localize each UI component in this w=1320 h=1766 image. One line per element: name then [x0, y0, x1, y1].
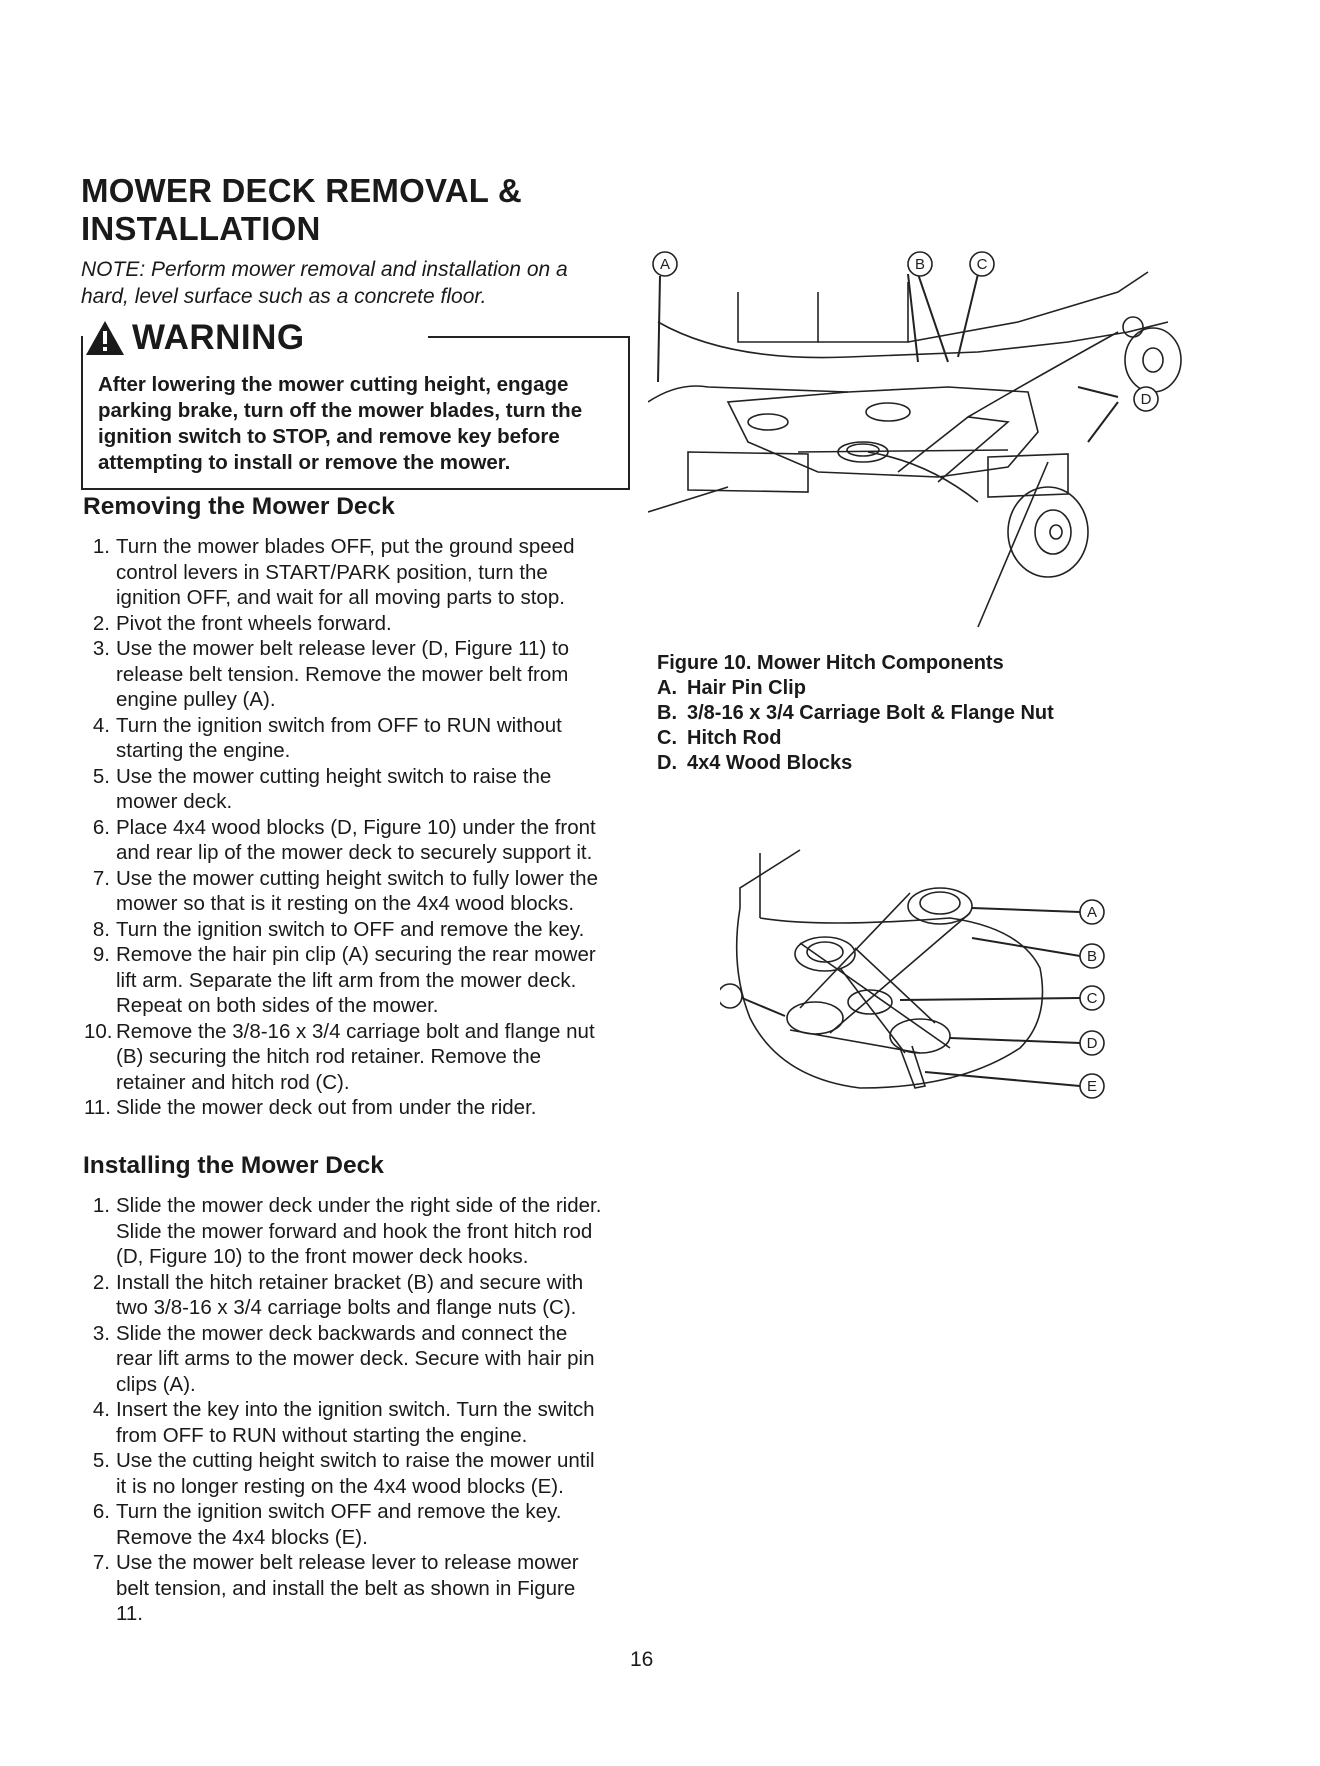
step-item — [84, 764, 629, 815]
step-item — [84, 1550, 629, 1627]
caption-item-label: B. — [657, 702, 677, 724]
step-text — [116, 917, 629, 943]
caption-item-text: Hitch Rod — [687, 727, 782, 749]
caption-item-label: A. — [657, 677, 677, 699]
step-item — [84, 917, 629, 943]
step-text-line: Remove the 4x4 blocks (E). — [116, 1525, 368, 1549]
note — [81, 256, 611, 310]
warning-line-1: After lowering the mower cutting height, engage — [98, 373, 569, 396]
callout-a-label: A — [659, 256, 671, 273]
step-text-line: Use the cutting height switch to raise the mower until — [116, 1449, 595, 1472]
step-text — [116, 866, 629, 917]
step-text-line: from OFF to RUN without starting the engine. — [116, 1423, 528, 1447]
step-text-line: Insert the key into the ignition switch. Turn the switch — [116, 1398, 595, 1421]
step-text — [116, 1095, 629, 1121]
step-text — [116, 1550, 629, 1627]
step-number: 5. — [92, 1449, 110, 1472]
warning-text — [98, 372, 618, 476]
step-item — [84, 611, 629, 637]
step-text — [116, 1019, 629, 1096]
step-number: 5. — [92, 764, 110, 788]
step-text — [116, 636, 629, 713]
step-item — [84, 1270, 629, 1321]
step-number: 7. — [92, 1551, 110, 1574]
step-text — [116, 1397, 629, 1448]
step-text-line: Use the mower cutting height switch to raise the — [116, 764, 552, 788]
step-text-line: Remove the 3/8-16 x 3/4 carriage bolt and flange nut — [116, 1019, 595, 1043]
step-text-line: Slide the mower deck under the right side of the rider. — [116, 1194, 602, 1217]
step-text — [116, 1448, 629, 1499]
step-text-line: and rear lip of the mower deck to securely support it. — [116, 841, 593, 864]
step-text-line: (D, Figure 10) to the front mower deck hooks. — [116, 1245, 529, 1268]
removing-heading: Removing the Mower Deck — [83, 493, 395, 520]
callout-c-label: C — [976, 256, 988, 273]
step-text-line: engine pulley (A). — [116, 688, 276, 711]
step-number: 7. — [92, 866, 110, 890]
step-text-line: rear lift arms to the mower deck. Secure with hair pin — [116, 1347, 595, 1370]
step-text — [116, 764, 629, 815]
step-number: 10. — [84, 1019, 113, 1043]
step-text-line: control levers in START/PARK position, turn the — [116, 560, 548, 584]
step-text-line: mower so that is it resting on the 4x4 wood blocks. — [116, 892, 575, 915]
step-text-line: retainer and hitch rod (C). — [116, 1070, 350, 1094]
caption-item-text: 3/8-16 x 3/4 Carriage Bolt & Flange Nut — [687, 702, 1054, 724]
step-text — [116, 1321, 629, 1398]
step-number: 6. — [92, 1500, 110, 1523]
caption-item — [657, 701, 1217, 726]
step-number: 4. — [92, 1398, 110, 1421]
step-text — [116, 611, 629, 637]
step-text-line: Use the mower belt release lever to release mower — [116, 1551, 579, 1574]
step-item — [84, 815, 629, 866]
step-item — [84, 866, 629, 917]
step-number: 2. — [92, 1270, 110, 1294]
step-text — [116, 534, 629, 611]
step-number: 3. — [92, 1321, 110, 1345]
step-text — [116, 942, 629, 1019]
step-number: 6. — [92, 815, 110, 839]
step-item — [84, 1193, 629, 1270]
step-text-line: Turn the mower blades OFF, put the ground speed — [116, 535, 575, 558]
step-number: 8. — [92, 917, 110, 941]
warning-rule — [428, 336, 628, 338]
step-text — [116, 1499, 629, 1550]
step-number: 2. — [92, 611, 110, 635]
removing-steps — [84, 534, 629, 1121]
step-item — [84, 636, 629, 713]
step-text-line: (B) securing the hitch rod retainer. Remove the — [116, 1045, 542, 1068]
step-text-line: Use the mower belt release lever (D, Figure 11) to — [116, 637, 570, 660]
step-number: 3. — [92, 637, 110, 660]
step-text-line: Slide the mower deck backwards and connect the — [116, 1321, 568, 1345]
step-number: 4. — [92, 713, 110, 737]
note-line-1: NOTE: Perform mower removal and installation on a — [81, 258, 568, 281]
step-text — [116, 815, 629, 866]
step-text-line: mower deck. — [116, 790, 233, 813]
step-text-line: starting the engine. — [116, 739, 291, 762]
step-number: 11. — [84, 1096, 111, 1119]
installing-steps — [84, 1193, 629, 1627]
step-text-line: it is no longer resting on the 4x4 wood blocks (E). — [116, 1474, 564, 1498]
step-item — [84, 1397, 629, 1448]
step-number: 1. — [92, 535, 110, 558]
step-text — [116, 713, 629, 764]
step-text-line: Remove the hair pin clip (A) securing the rear mower — [116, 943, 596, 966]
caption-item-label: C. — [657, 727, 677, 749]
warning-triangle-icon — [84, 319, 126, 357]
callout-a-label: A — [1086, 904, 1098, 921]
step-text-line: release belt tension. Remove the mower belt from — [116, 662, 569, 686]
step-item — [84, 1019, 629, 1096]
step-item — [84, 1499, 629, 1550]
figure-11-belt-diagram — [720, 848, 1160, 1138]
step-item — [84, 713, 629, 764]
step-text-line: Install the hitch retainer bracket (B) and secure with — [116, 1270, 584, 1294]
step-text-line: Place 4x4 wood blocks (D, Figure 10) under the front — [116, 815, 596, 839]
caption-item — [657, 726, 1217, 751]
callout-c-label: C — [1086, 990, 1098, 1007]
caption-item — [657, 751, 1217, 776]
step-text-line: Turn the ignition switch OFF and remove the key. — [116, 1500, 562, 1523]
page-number: 16 — [630, 1648, 654, 1671]
step-text-line: Repeat on both sides of the mower. — [116, 994, 439, 1017]
caption-item — [657, 676, 1217, 701]
step-text — [116, 1193, 629, 1270]
step-text-line: Use the mower cutting height switch to fully lower the — [116, 866, 598, 890]
caption-title: Figure 10. Mower Hitch Components — [657, 652, 1004, 674]
figure-10-illustration — [648, 242, 1208, 642]
callout-b-label: B — [1086, 948, 1098, 965]
warning-line-2: parking brake, turn off the mower blades, turn the — [98, 399, 583, 422]
page-title — [81, 172, 641, 248]
step-item — [84, 1448, 629, 1499]
warning-line-4: attempting to install or remove the mower. — [98, 451, 511, 474]
step-text-line: Slide the mower deck out from under the rider. — [116, 1096, 537, 1119]
warning-title: WARNING — [132, 318, 305, 357]
step-number: 9. — [92, 943, 110, 966]
step-text-line: 11. — [116, 1602, 143, 1625]
step-text-line: Turn the ignition switch to OFF and remove the key. — [116, 917, 585, 941]
step-number: 1. — [92, 1194, 110, 1217]
step-text-line: two 3/8-16 x 3/4 carriage bolts and flange nuts (C). — [116, 1296, 577, 1319]
step-text-line: lift arm. Separate the lift arm from the mower deck. — [116, 968, 577, 992]
title-line-1: MOWER DECK REMOVAL & — [81, 172, 522, 209]
step-item — [84, 534, 629, 611]
step-text-line: ignition OFF, and wait for all moving parts to stop. — [116, 586, 565, 609]
callout-d-label: D — [1086, 1035, 1098, 1052]
warning-header — [84, 315, 315, 361]
caption-item-text: 4x4 Wood Blocks — [687, 752, 853, 774]
step-text-line: Pivot the front wheels forward. — [116, 611, 392, 635]
step-text-line: Slide the mower forward and hook the front hitch rod — [116, 1219, 593, 1243]
step-text-line: Turn the ignition switch from OFF to RUN without — [116, 713, 562, 737]
step-text-line: clips (A). — [116, 1372, 196, 1396]
step-text — [116, 1270, 629, 1321]
caption-item-label: D. — [657, 752, 677, 774]
callout-d-label: D — [1140, 391, 1152, 408]
step-text-line: belt tension, and install the belt as shown in Figure — [116, 1576, 576, 1600]
step-item — [84, 942, 629, 1019]
note-line-2: hard, level surface such as a concrete floor. — [81, 285, 487, 308]
step-item — [84, 1095, 629, 1121]
title-line-2: INSTALLATION — [81, 210, 321, 247]
caption-item-text: Hair Pin Clip — [687, 677, 806, 699]
callout-e-label: E — [1086, 1078, 1098, 1095]
callout-b-label: B — [914, 256, 926, 273]
warning-line-3: ignition switch to STOP, and remove key before — [98, 425, 560, 448]
figure-10-caption — [657, 651, 1217, 776]
installing-heading: Installing the Mower Deck — [83, 1152, 384, 1179]
step-item — [84, 1321, 629, 1398]
